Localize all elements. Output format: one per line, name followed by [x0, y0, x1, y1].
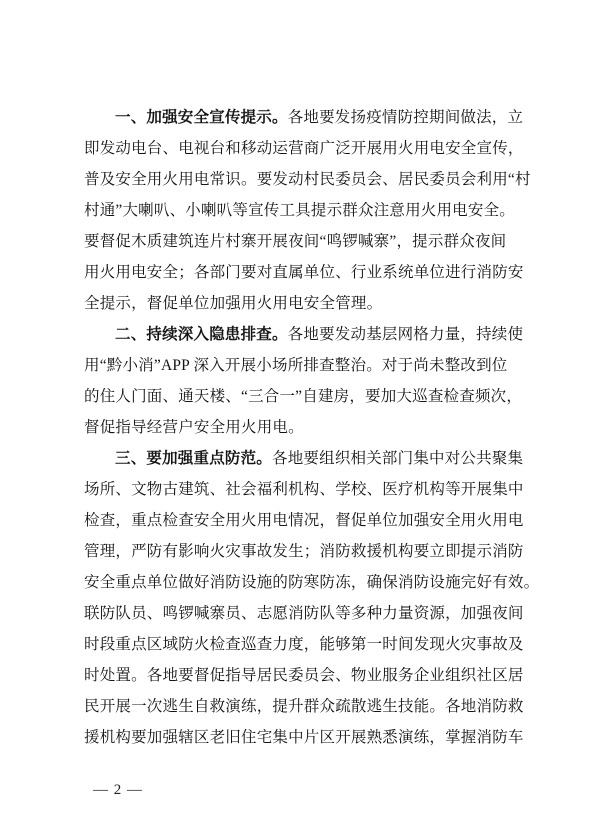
text-line: 管理，严防有影响火灾事故发生；消防救援机构要立即提示消防 — [84, 543, 524, 560]
text-line: 场所、文物古建筑、社会福利机构、学校、医疗机构等开展集中 — [84, 481, 524, 498]
text-line: 时段重点区域防火检查巡查力度，能够第一时间发现火灾事故及 — [84, 636, 524, 653]
text-line: 的住人门面、通天楼、“三合一”自建房，要加大巡查检查频次， — [84, 388, 523, 405]
text-line: 即发动电台、电视台和移动运营商广泛开展用火用电安全宣传， — [84, 140, 524, 157]
text-line: 普及安全用火用电常识。要发动村民委员会、居民委员会利用“村 — [84, 171, 531, 188]
text-line: 检查，重点检查安全用火用电情况，督促单位加强安全用火用电 — [84, 512, 524, 529]
text-run: 各地要发扬疫情防控期间做法，立 — [287, 109, 524, 126]
paragraph-2 — [84, 319, 526, 443]
text-line: 用火用电安全；各部门要对直属单位、行业系统单位进行消防安 — [84, 264, 524, 281]
text-line — [84, 102, 526, 133]
text-run: 各地要组织相关部门集中对公共聚集 — [272, 450, 524, 467]
text-line: 村通”大喇叭、小喇叭等宣传工具提示群众注意用火用电安全。 — [84, 202, 515, 219]
text-line: 安全重点单位做好消防设施的防寒防冻，确保消防设施完好有效。 — [84, 574, 540, 591]
paragraph-3-heading: 三、要加强重点防范。 — [115, 450, 273, 467]
document-body — [84, 102, 540, 753]
text-line: 联防队员、鸣锣喊寨员、志愿消防队等多种力量资源，加强夜间 — [84, 605, 524, 622]
text-line — [84, 319, 526, 350]
paragraph-3 — [84, 443, 540, 753]
page-number: — 2 — — [93, 782, 143, 798]
text-line: 全提示，督促单位加强用火用电安全管理。 — [84, 295, 383, 312]
text-line: 要督促木质建筑连片村寨开展夜间“鸣锣喊寨”，提示群众夜间 — [84, 233, 507, 250]
text-line: 援机构要加强辖区老旧住宅集中片区开展熟悉演练，掌握消防车 — [84, 729, 524, 746]
text-line: 民开展一次逃生自救演练，提升群众疏散逃生技能。各地消防救 — [84, 698, 524, 715]
paragraph-2-heading: 二、持续深入隐患排查。 — [115, 326, 288, 343]
text-line: 督促指导经营户安全用火用电。 — [84, 419, 304, 436]
text-line: 用“黔小消”APP 深入开展小场所排查整治。对于尚未整改到位 — [84, 357, 508, 374]
text-run: 各地要发动基层网格力量，持续使 — [287, 326, 524, 343]
paragraph-1-heading: 一、加强安全宣传提示。 — [115, 109, 288, 126]
paragraph-1 — [84, 102, 531, 319]
text-line — [84, 443, 526, 474]
text-line: 时处置。各地要督促指导居民委员会、物业服务企业组织社区居 — [84, 667, 524, 684]
